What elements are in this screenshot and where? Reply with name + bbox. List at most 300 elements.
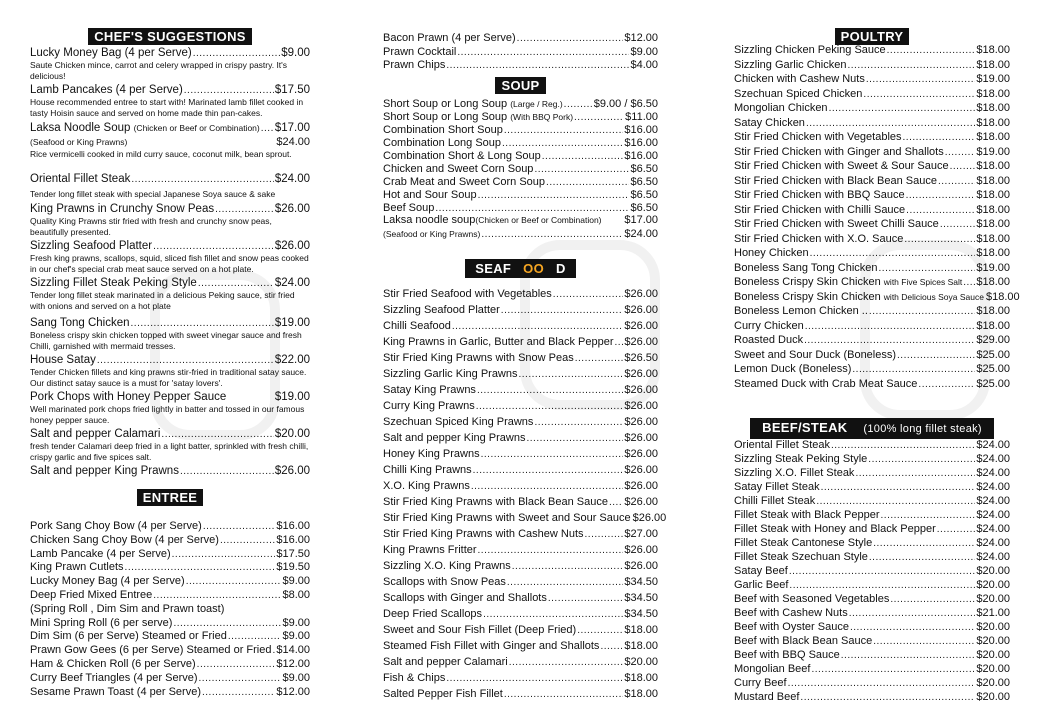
item-name: Stir Fried King Prawns with Sweet and Sour Sauce: [383, 512, 631, 524]
menu-item: [383, 495, 658, 509]
item-name: Curry Beef: [734, 677, 787, 689]
item-name: Chilli King Prawns: [383, 464, 472, 476]
item-price: $18.00: [976, 189, 1010, 201]
menu-item: [734, 362, 1010, 376]
item-name: Stir Fried King Prawns with Black Bean Sauce: [383, 496, 608, 508]
item-description: Well marinated pork chops fried lightly in batter and tossed in our famous honey pepper sauce.: [30, 404, 305, 425]
item-description: House recommended entree to start with! Marinated lamb fillet cooked in tasty Hoisin sauce and served on home made thin pan-cakes.: [30, 97, 304, 118]
item-name: Deep Fried Scallops: [383, 608, 483, 620]
menu-item: [383, 123, 658, 137]
item-price: $18.00: [624, 624, 658, 636]
item-name: Satay King Prawns: [383, 384, 476, 396]
menu-item: [30, 519, 310, 533]
item-price: $9.00: [282, 616, 310, 629]
menu-item: [383, 511, 667, 525]
item-name: Stir Fried Chicken with Chilli Sauce: [734, 203, 906, 216]
item-price: $24.00: [976, 523, 1010, 535]
item-name: Lemon Duck (Boneless): [734, 363, 852, 375]
item-name: Sweet and Sour Duck (Boneless): [734, 348, 897, 361]
item-name: Bacon Prawn (4 per Serve): [383, 32, 516, 44]
item-price: $16.00: [624, 150, 658, 162]
item-name: Steamed Duck with Crab Meat Sauce: [734, 377, 918, 390]
menu-item: Pork Chops with Honey Pepper Sauce $19.00: [30, 391, 310, 403]
item-name: Combination Short Soup: [383, 124, 503, 136]
item-name: Stir Fried Chicken with X.O. Sauce: [734, 232, 904, 245]
menu-item: [383, 162, 658, 176]
menu-item: [734, 43, 1010, 57]
menu-item: [383, 431, 658, 445]
item-price: $18.00: [976, 131, 1010, 143]
item-name: Mini Spring Roll (6 per serve): [30, 616, 173, 629]
item-price: $26.00: [624, 464, 658, 476]
item-name: Fillet Steak Szechuan Style: [734, 551, 868, 563]
item-name: Stir Fried Chicken with Ginger and Shallots: [734, 145, 944, 158]
item-name: Sizzling X.O. Fillet Steak: [734, 467, 855, 479]
menu-item: [383, 639, 658, 653]
item-price: $26.00: [624, 368, 658, 380]
soup-header: [383, 77, 658, 95]
menu-item: [734, 101, 1010, 115]
menu-item: [30, 643, 310, 657]
menu-item: [383, 136, 658, 150]
item-price: $18.00: [976, 58, 1010, 71]
item-description: Tender long fillet steak marinated in a delicious Peking sauce, stir fried with onions and served on a hot plate: [30, 290, 295, 311]
menu-item: [734, 494, 1010, 508]
menu-item: [734, 58, 1010, 72]
item-name: Beef with Cashew Nuts: [734, 607, 848, 619]
menu-item: [383, 399, 658, 413]
item-price: $24.00: [976, 467, 1010, 479]
item-price: $25.00: [976, 363, 1010, 375]
item-price: $20.00: [624, 656, 658, 668]
item-name: X.O. King Prawns: [383, 480, 470, 492]
item-name: Scallops with Ginger and Shallots: [383, 592, 547, 604]
menu-item: [383, 303, 658, 317]
menu-item: [734, 480, 1010, 494]
item-price: $8.00: [282, 589, 310, 601]
item-price: $20.00: [976, 565, 1010, 577]
item-price: $12.00: [624, 32, 658, 44]
item-name: King Prawns Fritter: [383, 544, 477, 556]
item-price: $26.00: [624, 304, 658, 316]
item-name: (Spring Roll , Dim Sim and Prawn toast): [30, 602, 225, 615]
menu-item: House Satay ..... $22.00: [30, 353, 310, 367]
menu-item: [383, 367, 658, 381]
item-description: Quality King Prawns stir fried with fresh and crunchy snow peas, beautifully presented.: [30, 216, 272, 237]
item-price: $26.00: [624, 288, 658, 300]
menu-item: [734, 620, 1010, 634]
menu-item: [734, 116, 1010, 130]
menu-item: King Prawns in Crunchy Snow Peas ..... $26.00: [30, 202, 310, 216]
menu-item: [734, 452, 1010, 466]
menu-item: Sizzling Fillet Steak Peking Style ..... $24.00: [30, 276, 310, 290]
item-name: Fillet Steak with Black Pepper: [734, 509, 880, 521]
item-price: $26.00: [624, 432, 658, 444]
item-price: $20.00: [976, 677, 1010, 689]
item-price: $26.00: [624, 400, 658, 412]
item-description: Boneless crispy skin chicken topped with sweet vinegar sauce and fresh Chilli, garnished with mermaid tresses.: [30, 330, 302, 351]
item-price: $9.00: [282, 671, 310, 684]
menu-item: [30, 685, 310, 699]
menu-item: [30, 574, 310, 588]
item-name: Sizzling Steak Peking Style: [734, 453, 868, 465]
menu-item: [734, 676, 1010, 690]
item-price: $9.00: [282, 630, 310, 643]
menu-item: [383, 655, 658, 669]
item-name: Beef Soup: [383, 202, 435, 214]
item-name: Sweet and Sour Fish Fillet (Deep Fried): [383, 624, 577, 636]
item-name: King Prawn Cutlets: [30, 561, 124, 574]
item-name: Boneless Crispy Skin Chicken: [734, 276, 881, 288]
item-price: $26.00: [624, 320, 658, 332]
menu-item: [734, 232, 1010, 246]
item-price: $26.50: [624, 352, 658, 364]
item-price: $20.00: [976, 621, 1010, 633]
item-name: Szechuan Spiced Chicken: [734, 87, 863, 100]
menu-item: [734, 304, 1010, 318]
menu-item: [734, 578, 1010, 592]
menu-item: [30, 629, 310, 643]
menu-item: [30, 602, 310, 616]
item-name: Stir Fried Chicken with Sweet & Sour Sauce: [734, 160, 949, 172]
item-price: $34.50: [624, 592, 658, 604]
beef-header: [734, 418, 1010, 439]
item-price: $26.00: [624, 416, 658, 428]
item-name: Scallops with Snow Peas: [383, 576, 506, 588]
item-price: $25.00: [976, 348, 1010, 361]
menu-item: Salt and pepper King Prawns ..... $26.00: [30, 464, 310, 478]
item-name: Sizzling Garlic King Prawns: [383, 368, 518, 380]
menu-item: [383, 188, 658, 202]
item-price: $20.00: [976, 593, 1010, 605]
menu-item: [383, 543, 658, 557]
menu-item: [734, 217, 1010, 231]
item-note: with Delicious Soya Sauce: [883, 291, 984, 302]
menu-item: Lamb Pancakes (4 per Serve) ..... $17.50: [30, 83, 310, 97]
menu-item: [734, 536, 1010, 550]
item-name: Salt and pepper King Prawns: [383, 432, 526, 444]
item-name: Ham & Chicken Roll (6 per Serve): [30, 658, 196, 670]
item-name: Szechuan Spiced King Prawns: [383, 416, 534, 428]
item-price: $34.50: [624, 576, 658, 588]
menu-item: [734, 550, 1010, 564]
menu-item: [734, 188, 1010, 202]
chefs-suggestions-title: CHEF'S SUGGESTIONS: [88, 28, 252, 45]
item-name: Deep Fried Mixed Entree: [30, 589, 153, 601]
seafood-title: SEAF OO D: [465, 259, 575, 278]
item-price: $18.00: [976, 44, 1010, 56]
menu-item: [734, 319, 1010, 333]
menu-item: [734, 130, 1010, 144]
item-name: Mongolian Chicken: [734, 102, 828, 114]
item-name: Honey King Prawns: [383, 448, 480, 460]
item-price: $16.00: [624, 124, 658, 136]
item-price: $18.00: [976, 232, 1010, 245]
menu-item: Oriental Fillet Steak ..... $24.00: [30, 172, 310, 186]
menu-item: [30, 560, 310, 574]
item-price: $26.00: [624, 384, 658, 396]
item-price: $19.00: [976, 261, 1010, 274]
item-price: $18.00: [624, 672, 658, 684]
item-name: Roasted Duck: [734, 334, 804, 346]
item-price: $24.00: [976, 551, 1010, 563]
menu-item-variant: (Seafood or King Prawns) ..... $24.00: [383, 227, 658, 241]
menu-item: [30, 671, 310, 685]
item-name: Beef with Black Bean Sauce: [734, 635, 873, 647]
item-price: $18.00: [976, 218, 1010, 230]
menu-item: [383, 149, 658, 163]
item-price: $26.00: [624, 448, 658, 460]
menu-item: Short Soup or Long Soup (With BBQ Pork) ..... $11.00: [383, 110, 658, 124]
item-price: $9.00: [630, 45, 658, 58]
item-name: Sesame Prawn Toast (4 per Serve): [30, 685, 201, 698]
beef-title: BEEF/STEAK (100% long fillet steak): [750, 418, 994, 439]
item-price: $27.00: [624, 528, 658, 540]
menu-item: [30, 533, 310, 547]
item-price: $26.00: [624, 496, 658, 508]
menu-item: [734, 275, 1010, 289]
item-name: Stir Fried King Prawns with Snow Peas: [383, 352, 574, 364]
item-price: $20.00: [976, 663, 1010, 675]
item-price: $24.00: [976, 439, 1010, 451]
item-name: Garlic Beef: [734, 579, 789, 591]
menu-item: [383, 287, 658, 301]
entree-header: [30, 489, 310, 507]
item-name: Sizzling Chicken Peking Sauce: [734, 44, 886, 56]
chefs-suggestions-header: [30, 28, 310, 46]
item-price: $16.00: [276, 520, 310, 532]
item-price: $19.00: [976, 145, 1010, 158]
item-name: Combination Long Soup: [383, 137, 502, 149]
item-price: $24.00: [976, 537, 1010, 549]
menu-item: [734, 466, 1010, 480]
item-name: Boneless Sang Tong Chicken: [734, 261, 878, 274]
menu-item-variant: (Seafood or King Prawns) $24.00: [30, 136, 310, 148]
menu-item: [734, 606, 1010, 620]
item-name: Satay Chicken: [734, 116, 805, 129]
menu-item: Laksa Noodle Soup (Chicken or Beef or Combination) ..... $17.00: [30, 121, 310, 135]
item-price: $16.00: [624, 137, 658, 149]
item-name: Pork Sang Choy Bow (4 per Serve): [30, 520, 202, 532]
menu-item: [734, 290, 1020, 304]
menu-item: [383, 463, 658, 477]
menu-item: [383, 31, 658, 45]
item-name: Oriental Fillet Steak: [734, 439, 830, 451]
soup-title: SOUP: [495, 77, 545, 94]
menu-item: [734, 348, 1010, 362]
item-price: $26.00: [624, 544, 658, 556]
item-name: Fillet Steak with Honey and Black Pepper: [734, 523, 936, 535]
item-price: $18.00: [976, 276, 1010, 288]
seafood-header: [383, 259, 658, 278]
item-name: Honey Chicken: [734, 247, 809, 259]
item-name: Fillet Steak Cantonese Style: [734, 537, 873, 549]
item-name: Mongolian Beef: [734, 663, 811, 675]
menu-item: Sizzling Seafood Platter ..... $26.00: [30, 239, 310, 253]
menu-item: [734, 87, 1010, 101]
menu-item: [734, 174, 1010, 188]
menu-item: [383, 559, 658, 573]
item-name: Satay Beef: [734, 565, 788, 577]
menu-item: [734, 508, 1010, 522]
item-name: Lucky Money Bag (4 per Serve): [30, 575, 185, 588]
item-name: Prawn Gow Gees (6 per Serve) Steamed or Fried: [30, 644, 272, 657]
item-name: Satay Fillet Steak: [734, 481, 820, 493]
menu-item: [383, 671, 658, 685]
item-name: Stir Fried King Prawns with Cashew Nuts: [383, 528, 584, 540]
menu-item: [30, 616, 310, 630]
item-name: Prawn Cocktail: [383, 45, 457, 58]
menu-item: [734, 145, 1010, 159]
menu-item: [383, 351, 658, 365]
item-price: $29.00: [976, 334, 1010, 346]
item-price: $20.00: [976, 649, 1010, 661]
item-price: $20.00: [976, 579, 1010, 591]
item-price: $26.00: [624, 336, 658, 348]
item-name: Chilli Seafood: [383, 320, 451, 332]
menu-item: [734, 522, 1010, 536]
item-name: Sizzling Garlic Chicken: [734, 58, 847, 71]
menu-item: Salt and pepper Calamari ..... $20.00: [30, 427, 310, 441]
item-price: $14.00: [276, 644, 310, 657]
item-name: Stir Fried Chicken with BBQ Sauce: [734, 189, 905, 201]
item-name: Curry Beef Triangles (4 per Serve): [30, 671, 198, 684]
item-name: Hot and Sour Soup: [383, 189, 477, 201]
item-name: Chicken and Sweet Corn Soup: [383, 163, 534, 175]
item-price: $25.00: [976, 377, 1010, 390]
item-price: $19.00: [976, 73, 1010, 85]
item-name: Combination Short & Long Soup: [383, 150, 541, 162]
item-price: $12.00: [276, 685, 310, 698]
menu-item: [30, 657, 310, 671]
item-name: Stir Fried Chicken with Sweet Chilli Sauce: [734, 218, 939, 230]
item-name: Boneless Lemon Chicken ..: [734, 305, 868, 317]
item-name: Salt and pepper Calamari: [383, 656, 508, 668]
item-description: Tender long fillet steak with special Japanese Soya sauce & sake: [30, 189, 276, 199]
item-price: $6.50: [630, 176, 658, 188]
item-name: Dim Sim (6 per Serve) Steamed or Fried: [30, 630, 227, 643]
item-note: with Five Spices Salt: [883, 277, 963, 287]
menu-item: [383, 479, 658, 493]
item-name: Beef with Seasoned Vegetables: [734, 593, 890, 605]
menu-item: [734, 634, 1010, 648]
item-price: $24.00: [976, 495, 1010, 507]
menu-item: [734, 203, 1010, 217]
item-price: $26.00: [624, 480, 658, 492]
item-name: Boneless Crispy Skin Chicken: [734, 290, 881, 303]
item-description: fresh tender Calamari deep fried in a light batter, sprinkled with fresh chilli, crispy garlic and five spices salt.: [30, 441, 309, 462]
menu-item: [734, 261, 1010, 275]
menu-item: [734, 246, 1010, 260]
item-name: Beef with BBQ Sauce: [734, 649, 840, 661]
item-description: Saute Chicken mince, carrot and celery wrapped in crispy pastry. It's delicious!: [30, 60, 288, 81]
item-name: King Prawns in Garlic, Butter and Black Pepper: [383, 336, 614, 348]
item-name: Chicken with Cashew Nuts: [734, 73, 865, 85]
menu-item: [734, 648, 1010, 662]
menu-item: [383, 527, 658, 541]
menu-item: [734, 159, 1010, 173]
item-price: $6.50: [630, 202, 658, 214]
item-name: Fish & Chips: [383, 672, 446, 684]
menu-item: [383, 687, 658, 701]
item-price: $18.00: [976, 319, 1010, 332]
menu-item: Lucky Money Bag (4 per Serve) ..... $9.00: [30, 46, 310, 60]
menu-item: [734, 592, 1010, 606]
menu-item: [734, 438, 1010, 452]
item-price: $18.00: [976, 87, 1010, 100]
item-price: $18.00: [976, 305, 1010, 317]
menu-item: [383, 45, 658, 59]
item-name: Sizzling Seafood Platter: [383, 304, 500, 316]
menu-item: [734, 377, 1010, 391]
item-price: $17.50: [276, 547, 310, 560]
menu-item: [383, 335, 658, 349]
menu-item: [734, 333, 1010, 347]
item-price: $16.00: [276, 533, 310, 546]
item-price: $18.00: [976, 174, 1010, 187]
item-name: Prawn Chips: [383, 59, 446, 71]
item-price: $26.00: [632, 512, 667, 524]
menu-item: [383, 447, 658, 461]
item-name: Stir Fried Seafood with Vegetables: [383, 288, 552, 300]
item-price: $26.00: [624, 560, 658, 572]
item-price: $4.00: [630, 59, 658, 71]
menu-item: [734, 72, 1010, 86]
item-price: $20.00: [976, 691, 1010, 703]
menu-item: Short Soup or Long Soup (Large / Reg.) ..... $9.00 / $6.50: [383, 97, 658, 111]
item-price: $18.00: [624, 640, 658, 652]
menu-item: [30, 547, 310, 561]
item-price: $6.50: [630, 163, 658, 175]
item-price: $12.00: [276, 658, 310, 670]
menu-item: [383, 175, 658, 189]
item-price: $18.00: [976, 160, 1010, 172]
item-name: Mustard Beef: [734, 691, 800, 703]
item-name: Stir Fried Chicken with Vegetables: [734, 131, 902, 143]
menu-item: Laksa noodle soup(Chicken or Beef or Combination) $17.00: [383, 214, 658, 226]
item-name: Chicken Sang Choy Bow (4 per Serve): [30, 533, 219, 546]
menu-item: [383, 623, 658, 637]
menu-item: [383, 591, 658, 605]
item-price: $18.00: [976, 102, 1010, 114]
item-name: Lamb Pancake (4 per Serve): [30, 547, 171, 560]
item-price: $24.00: [976, 481, 1010, 493]
item-price: $24.00: [976, 509, 1010, 521]
entree-title: ENTREE: [137, 489, 204, 506]
menu-item: [734, 690, 1010, 704]
item-name: Crab Meat and Sweet Corn Soup: [383, 176, 546, 188]
item-price: $20.00: [976, 635, 1010, 647]
item-price: $18.00: [976, 203, 1010, 216]
item-description: Fresh king prawns, scallops, squid, sliced fish fillet and snow peas cooked in our chef's special crab meat sauce served on a hot plate.: [30, 253, 309, 274]
item-price: $34.50: [624, 608, 658, 620]
item-name: Chilli Fillet Steak: [734, 495, 816, 507]
item-price: $19.50: [276, 561, 310, 574]
item-price: $18.00: [976, 116, 1010, 129]
item-price: $18.00: [976, 247, 1010, 259]
item-price: $24.00: [976, 453, 1010, 465]
item-description: Tender Chicken fillets and king prawns stir-fried in traditional satay sauce. Our distinct satay sauce is a must for 'satay lovers'.: [30, 367, 307, 388]
item-price: $18.00: [624, 688, 658, 700]
menu-item: [30, 588, 310, 602]
menu-item: [734, 662, 1010, 676]
poultry-title: POULTRY: [835, 28, 910, 45]
menu-item: [383, 415, 658, 429]
menu-item: [383, 58, 658, 72]
item-name: Curry Chicken: [734, 319, 804, 332]
menu-item: [383, 607, 658, 621]
menu-item: [734, 564, 1010, 578]
